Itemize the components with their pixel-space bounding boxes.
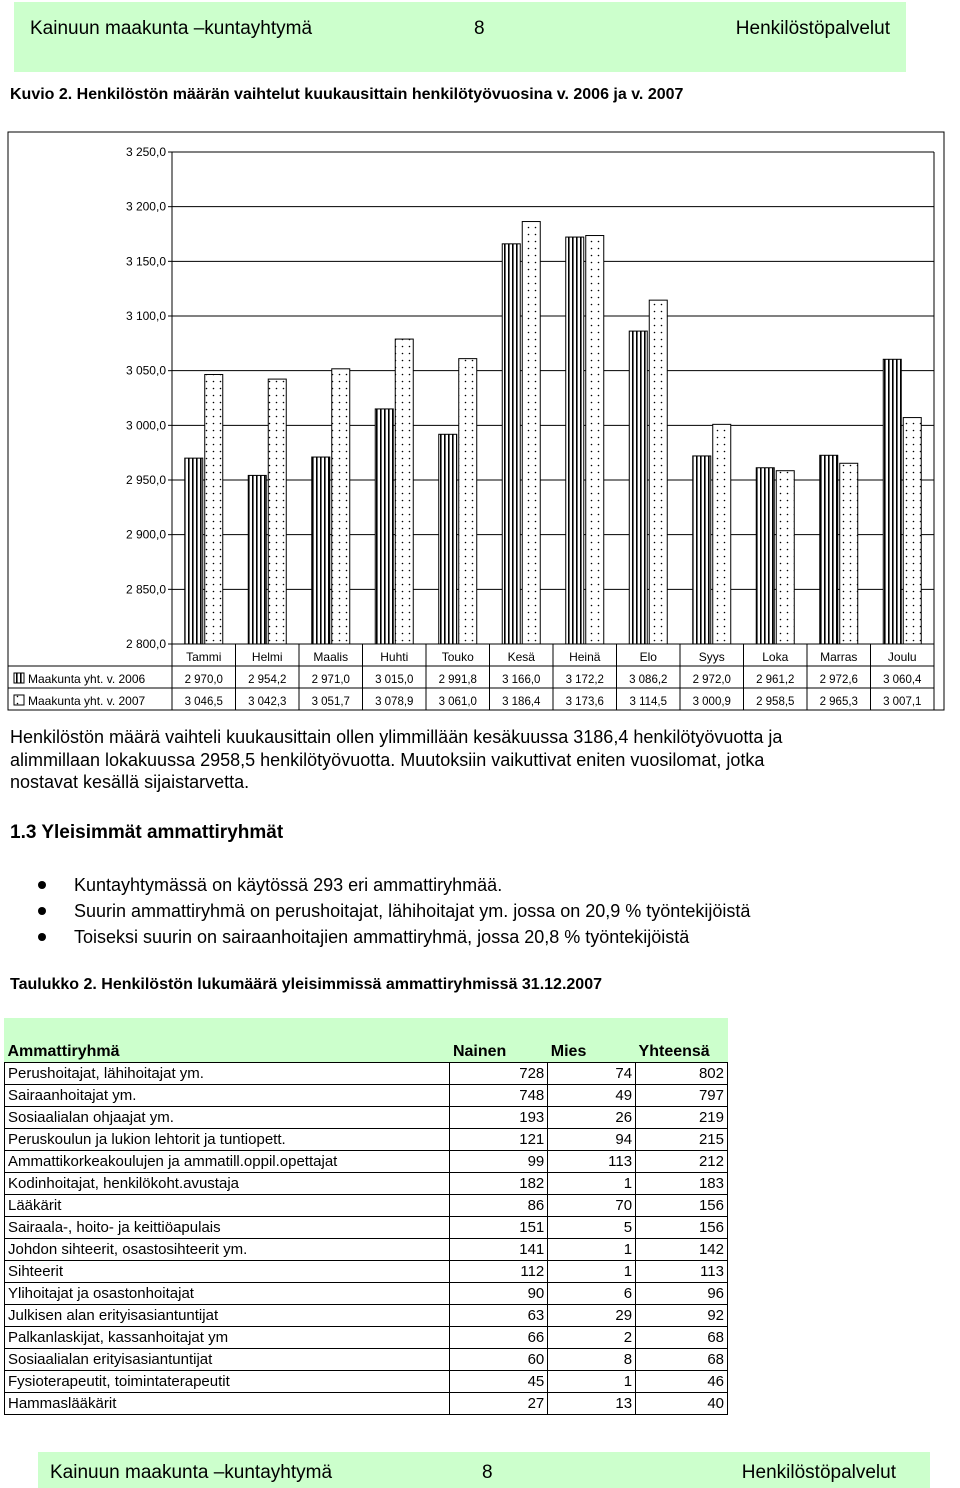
table-title: Taulukko 2. Henkilöstön lukumäärä yleisimmissä ammattiryhmissä 31.12.2007 <box>10 976 602 993</box>
bullet-icon <box>38 907 46 915</box>
data-label: 2 972,6 <box>819 674 858 686</box>
cell-women: 27 <box>450 1393 548 1415</box>
bar-2007 <box>649 300 667 644</box>
cell-women: 151 <box>450 1217 548 1239</box>
cell-women: 45 <box>450 1371 548 1393</box>
bar-2006 <box>566 237 584 644</box>
data-label: 2 954,2 <box>248 674 287 686</box>
cell-total: 156 <box>636 1195 728 1217</box>
cell-total: 46 <box>636 1371 728 1393</box>
x-category-label: Marras <box>820 650 858 664</box>
cell-men: 5 <box>548 1217 636 1239</box>
cell-total: 68 <box>636 1327 728 1349</box>
cell-women: 112 <box>450 1261 548 1283</box>
cell-men: 6 <box>548 1283 636 1305</box>
table-row <box>5 1129 728 1151</box>
cell-group: Julkisen alan erityisasiantuntijat <box>5 1305 450 1327</box>
table-row <box>5 1173 728 1195</box>
cell-men: 1 <box>548 1173 636 1195</box>
cell-women: 63 <box>450 1305 548 1327</box>
y-tick-label: 3 050,0 <box>125 363 166 378</box>
bar-2006 <box>312 457 330 644</box>
legend-swatch-2006 <box>14 673 24 683</box>
data-label: 2 971,0 <box>311 674 350 686</box>
y-tick-label: 3 150,0 <box>125 254 166 269</box>
bar-2007 <box>586 236 604 644</box>
cell-group: Johdon sihteerit, osastosihteerit ym. <box>5 1239 450 1261</box>
bullet-list <box>10 872 940 950</box>
bar-2006 <box>439 434 457 644</box>
cell-women: 86 <box>450 1195 548 1217</box>
chart-area <box>0 0 960 720</box>
cell-men: 8 <box>548 1349 636 1371</box>
paragraph-line: alimmillaan lokakuussa 2958,5 henkilötyövuotta. Muutoksiin vaikuttivat eniten vuosilomat, jotka <box>10 749 765 770</box>
x-category-label: Tammi <box>186 650 222 664</box>
bullet-icon <box>38 933 46 941</box>
col-header-men: Mies <box>550 1043 587 1060</box>
cell-men: 13 <box>548 1393 636 1415</box>
cell-group: Sairaala-, hoito- ja keittiöapulais <box>5 1217 450 1239</box>
col-header-group: Ammattiryhmä <box>7 1043 120 1060</box>
cell-group: Fysioterapeutit, toimintaterapeutit <box>5 1371 450 1393</box>
data-label: 2 961,2 <box>756 674 795 686</box>
x-category-label: Touko <box>441 650 474 664</box>
bar-2007 <box>776 471 794 644</box>
table-row <box>5 1195 728 1217</box>
y-tick-label: 2 800,0 <box>125 637 166 651</box>
legend-label: Maakunta yht. v. 2006 <box>28 672 146 686</box>
cell-group: Sosiaalialan ohjaajat ym. <box>5 1107 450 1129</box>
bullet-item <box>10 924 940 950</box>
data-label: 2 958,5 <box>756 696 795 708</box>
bar-2007 <box>713 424 731 644</box>
cell-total: 156 <box>636 1217 728 1239</box>
data-label: 3 060,4 <box>883 674 922 686</box>
data-label: 3 172,2 <box>565 674 604 686</box>
cell-men: 70 <box>548 1195 636 1217</box>
table-row <box>5 1371 728 1393</box>
cell-women: 193 <box>450 1107 548 1129</box>
cell-group: Lääkärit <box>5 1195 450 1217</box>
data-label: 3 086,2 <box>629 674 668 686</box>
cell-total: 797 <box>636 1085 728 1107</box>
cell-total: 212 <box>636 1151 728 1173</box>
cell-men: 94 <box>548 1129 636 1151</box>
table-row <box>5 1107 728 1129</box>
occupation-table <box>4 1018 728 1415</box>
cell-total: 40 <box>636 1393 728 1415</box>
bullet-text: Kuntayhtymässä on käytössä 293 eri ammattiryhmää. <box>74 875 503 895</box>
data-label: 3 051,7 <box>311 696 350 708</box>
data-label: 3 186,4 <box>502 696 541 708</box>
table-row <box>5 1261 728 1283</box>
bar-2006 <box>756 468 774 644</box>
bar-2006 <box>185 458 203 644</box>
header-org: Kainuun maakunta –kuntayhtymä <box>30 18 313 39</box>
cell-total: 68 <box>636 1349 728 1371</box>
table-row <box>5 1393 728 1415</box>
cell-men: 1 <box>548 1239 636 1261</box>
cell-group: Hammaslääkärit <box>5 1393 450 1415</box>
cell-group: Sihteerit <box>5 1261 450 1283</box>
bar-2006 <box>629 331 647 644</box>
bar-2006 <box>820 455 838 644</box>
col-header-total: Yhteensä <box>638 1043 710 1060</box>
bar-2006 <box>502 244 520 644</box>
data-label: 3 061,0 <box>438 696 477 708</box>
y-tick-label: 3 100,0 <box>125 309 166 323</box>
cell-group: Sairaanhoitajat ym. <box>5 1085 450 1107</box>
cell-group: Sosiaalialan erityisasiantuntijat <box>5 1349 450 1371</box>
x-category-label: Kesä <box>507 650 535 664</box>
bar-2006 <box>693 456 711 644</box>
cell-group: Palkanlaskijat, kassanhoitajat ym <box>5 1327 450 1349</box>
bar-2007 <box>459 359 477 644</box>
cell-men: 26 <box>548 1107 636 1129</box>
cell-total: 142 <box>636 1239 728 1261</box>
bullet-icon <box>38 881 46 889</box>
legend-swatch-2007 <box>14 695 24 705</box>
data-label: 2 970,0 <box>184 674 223 686</box>
cell-women: 66 <box>450 1327 548 1349</box>
cell-men: 113 <box>548 1151 636 1173</box>
y-tick-label: 2 900,0 <box>125 527 166 542</box>
table-row <box>5 1063 728 1085</box>
data-label: 3 166,0 <box>502 674 541 686</box>
data-label: 3 114,5 <box>629 696 668 708</box>
data-label: 2 972,0 <box>692 674 731 686</box>
bullet-text: Toiseksi suurin on sairaanhoitajien ammattiryhmä, jossa 20,8 % työntekijöistä <box>74 927 690 947</box>
footer-department: Henkilöstöpalvelut <box>741 1462 896 1483</box>
bar-2006 <box>375 409 393 644</box>
cell-group: Peruskoulun ja lukion lehtorit ja tuntiopett. <box>5 1129 450 1151</box>
x-category-label: Syys <box>698 650 725 664</box>
bar-2007 <box>268 379 286 644</box>
cell-group: Perushoitajat, lähihoitajat ym. <box>5 1063 450 1085</box>
cell-women: 728 <box>450 1063 548 1085</box>
data-label: 3 046,5 <box>184 696 223 708</box>
cell-women: 748 <box>450 1085 548 1107</box>
table-row <box>5 1217 728 1239</box>
bar-2007 <box>332 369 350 644</box>
paragraph-line: Henkilöstön määrä vaihteli kuukausittain ollen ylimmillään kesäkuussa 3186,4 henkilötyövuotta ja <box>10 727 783 747</box>
cell-men: 74 <box>548 1063 636 1085</box>
data-label: 2 991,8 <box>438 674 477 686</box>
cell-group: Ylihoitajat ja osastonhoitajat <box>5 1283 450 1305</box>
cell-women: 141 <box>450 1239 548 1261</box>
section-title: 1.3 Yleisimmät ammattiryhmät <box>10 822 284 843</box>
y-tick-label: 3 250,0 <box>125 145 166 159</box>
cell-total: 215 <box>636 1129 728 1151</box>
summary-paragraph <box>10 726 940 794</box>
paragraph-line: nostavat kesällä sijaistarvetta. <box>10 772 250 792</box>
data-label: 2 965,3 <box>819 696 858 708</box>
cell-men: 1 <box>548 1371 636 1393</box>
footer-page-number: 8 <box>482 1462 493 1483</box>
col-header-women: Nainen <box>452 1043 507 1060</box>
cell-total: 802 <box>636 1063 728 1085</box>
cell-group: Kodinhoitajat, henkilökoht.avustaja <box>5 1173 450 1195</box>
cell-women: 182 <box>450 1173 548 1195</box>
cell-men: 49 <box>548 1085 636 1107</box>
x-category-label: Joulu <box>887 650 917 664</box>
bar-2007 <box>840 463 858 644</box>
y-tick-label: 2 950,0 <box>125 473 166 487</box>
cell-men: 2 <box>548 1327 636 1349</box>
footer-org: Kainuun maakunta –kuntayhtymä <box>50 1462 333 1483</box>
legend-label: Maakunta yht. v. 2007 <box>28 694 146 708</box>
table-row <box>5 1305 728 1327</box>
x-category-label: Helmi <box>251 650 283 664</box>
cell-women: 60 <box>450 1349 548 1371</box>
table-row <box>5 1151 728 1173</box>
x-category-label: Loka <box>762 650 789 664</box>
cell-women: 90 <box>450 1283 548 1305</box>
cell-total: 92 <box>636 1305 728 1327</box>
x-category-label: Huhti <box>380 650 409 664</box>
cell-group: Ammattikorkeakoulujen ja ammatill.oppil.opettajat <box>5 1151 450 1173</box>
x-category-label: Maalis <box>313 650 349 664</box>
y-tick-label: 3 200,0 <box>125 199 166 214</box>
cell-total: 219 <box>636 1107 728 1129</box>
cell-total: 96 <box>636 1283 728 1305</box>
page-footer <box>38 1452 930 1488</box>
data-label: 3 000,9 <box>692 696 731 708</box>
data-label: 3 015,0 <box>375 674 414 686</box>
cell-men: 29 <box>548 1305 636 1327</box>
table-row <box>5 1239 728 1261</box>
data-label: 3 042,3 <box>248 696 287 708</box>
figure-caption: Kuvio 2. Henkilöstön määrän vaihtelut kuukausittain henkilötyövuosina v. 2006 ja v. 2007 <box>10 86 684 103</box>
cell-women: 121 <box>450 1129 548 1151</box>
bar-2006 <box>248 475 266 644</box>
cell-women: 99 <box>450 1151 548 1173</box>
x-category-label: Elo <box>639 650 657 664</box>
data-label: 3 007,1 <box>883 696 922 708</box>
table-row <box>5 1283 728 1305</box>
bar-2007 <box>522 222 540 644</box>
bar-2006 <box>883 359 901 644</box>
header-department: Henkilöstöpalvelut <box>735 18 890 39</box>
data-label: 3 078,9 <box>375 696 414 708</box>
x-category-label: Heinä <box>569 650 601 664</box>
cell-total: 183 <box>636 1173 728 1195</box>
bullet-text: Suurin ammattiryhmä on perushoitajat, lähihoitajat ym. jossa on 20,9 % työntekijöistä <box>74 901 751 921</box>
bullet-item <box>10 872 940 898</box>
bar-2007 <box>205 374 223 644</box>
data-label: 3 173,6 <box>565 696 604 708</box>
table-header-row <box>5 1018 728 1063</box>
bar-2007 <box>903 418 921 644</box>
header-page-number: 8 <box>474 18 485 39</box>
table-row <box>5 1327 728 1349</box>
cell-total: 113 <box>636 1261 728 1283</box>
y-tick-label: 2 850,0 <box>125 582 166 597</box>
table-row <box>5 1085 728 1107</box>
cell-men: 1 <box>548 1261 636 1283</box>
bullet-item <box>10 898 940 924</box>
table-row <box>5 1349 728 1371</box>
y-tick-label: 3 000,0 <box>125 418 166 433</box>
bar-2007 <box>395 339 413 644</box>
